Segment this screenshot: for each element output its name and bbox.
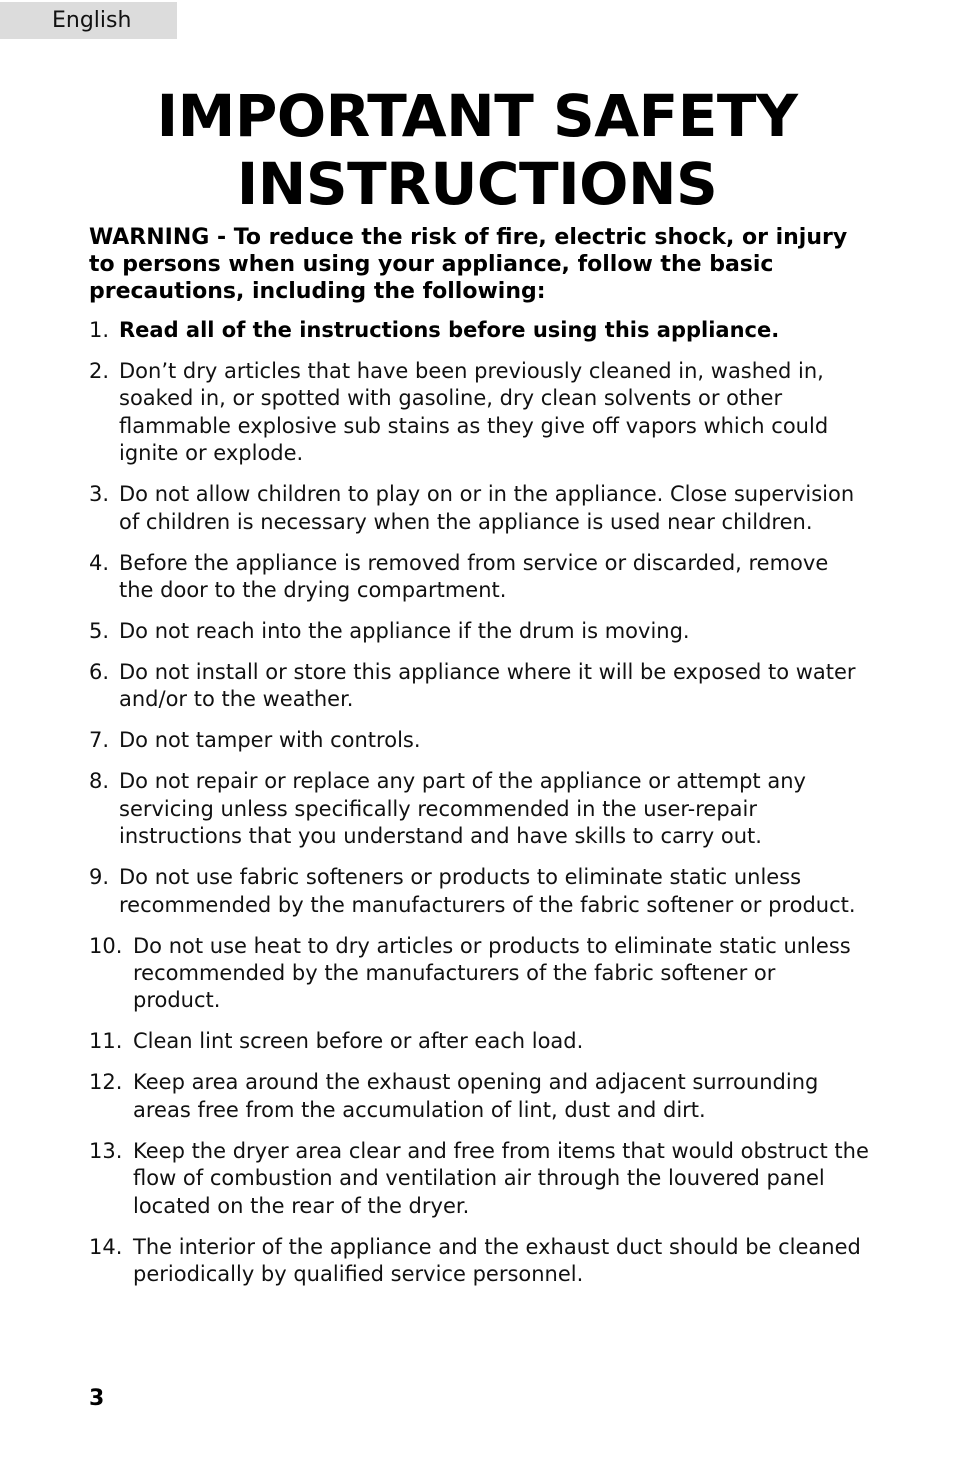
item-number: 9. (89, 865, 110, 890)
item-text: Do not repair or replace any part of the appliance or attempt any servicing unless specifically recommended in the user-repair instructions that you understand and have skills to carry out. (119, 769, 806, 849)
item-number: 8. (89, 769, 110, 794)
item-text: Do not tamper with controls. (119, 728, 421, 753)
item-text: Keep the dryer area clear and free from items that would obstruct the flow of combustion and ventilation air through the louvered panel located on the rear of the dryer. (133, 1138, 869, 1218)
list-item (89, 727, 869, 754)
item-number: 13. (89, 1138, 123, 1163)
list-item (89, 317, 869, 344)
list-item (89, 768, 869, 850)
list-item (89, 550, 869, 605)
item-number: 6. (89, 660, 110, 685)
item-text: Do not allow children to play on or in the appliance. Close supervision of children is necessary when the appliance is used near children. (119, 482, 855, 534)
list-item (89, 1028, 869, 1055)
item-text: The interior of the appliance and the exhaust duct should be cleaned periodically by qualified service personnel. (133, 1234, 861, 1287)
list-item (89, 864, 869, 919)
item-number: 3. (89, 482, 110, 507)
item-text: Do not use heat to dry articles or products to eliminate static unless recommended by the manufacturers of the fabric softener or product. (133, 933, 851, 1013)
list-item (89, 1234, 869, 1289)
item-number: 4. (89, 550, 110, 575)
item-number: 7. (89, 728, 110, 753)
item-number: 11. (89, 1029, 123, 1054)
item-text: Clean lint screen before or after each load. (133, 1029, 584, 1054)
language-tab: English (0, 2, 177, 39)
item-text: Do not use fabric softeners or products to eliminate static unless recommended by the manufacturers of the fabric softener or product. (119, 865, 856, 917)
list-item (89, 358, 869, 468)
item-text: Before the appliance is removed from service or discarded, remove the door to the drying compartment. (119, 550, 829, 603)
title-line-2: INSTRUCTIONS (236, 150, 718, 218)
list-item (89, 1138, 869, 1220)
item-number: 10. (89, 933, 123, 958)
item-text: Don’t dry articles that have been previously cleaned in, washed in, soaked in, or spotted with gasoline, dry clean solvents or other flammable explosive sub stains as they give off vapors which could ignite or explode. (119, 359, 829, 466)
instructions-list (89, 317, 869, 1289)
item-number: 1. (89, 318, 110, 342)
page-title (0, 82, 954, 218)
item-number: 2. (89, 359, 110, 383)
item-text: Do not reach into the appliance if the drum is moving. (119, 619, 690, 644)
list-item (89, 618, 869, 645)
item-number: 14. (89, 1234, 123, 1259)
list-item (89, 481, 869, 536)
item-text: Read all of the instructions before using this appliance. (119, 318, 780, 342)
title-line-1: IMPORTANT SAFETY (156, 82, 798, 150)
warning-text: WARNING - To reduce the risk of fire, electric shock, or injury to persons when using your appliance, follow the basic precautions, including the following: (89, 225, 848, 304)
list-item (89, 1069, 869, 1124)
page-number: 3 (89, 1386, 105, 1411)
instructions-content (89, 224, 869, 1302)
item-number: 12. (89, 1070, 123, 1095)
item-number: 5. (89, 619, 110, 644)
item-text: Do not install or store this appliance where it will be exposed to water and/or to the weather. (119, 660, 856, 712)
list-item (89, 933, 869, 1015)
list-item (89, 659, 869, 714)
item-text: Keep area around the exhaust opening and adjacent surrounding areas free from the accumulation of lint, dust and dirt. (133, 1070, 819, 1122)
